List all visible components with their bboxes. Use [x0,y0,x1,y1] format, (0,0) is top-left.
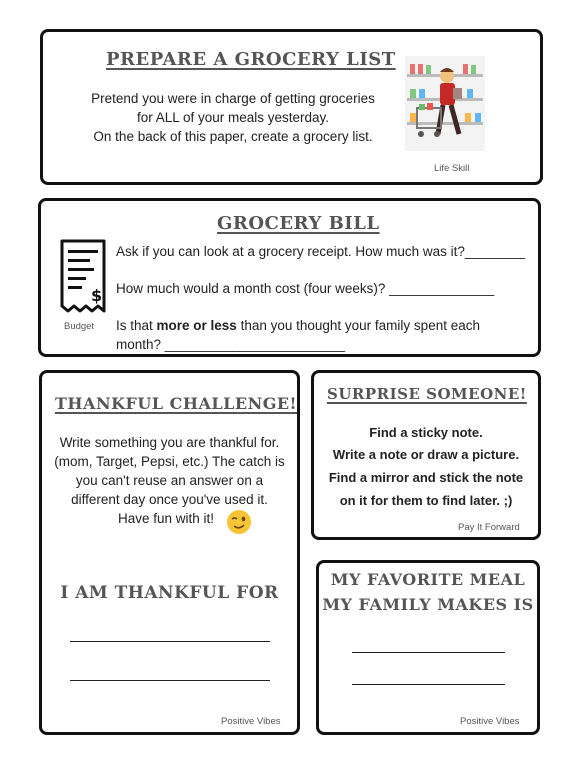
thankful-line-2: (mom, Target, Pepsi, etc.) The catch is [54,454,285,469]
grocery-list-title: PREPARE A GROCERY LIST [106,49,396,70]
favorite-meal-caption: Positive Vibes [460,716,520,727]
surprise-line-3: Find a mirror and stick the note [328,470,524,485]
favorite-meal-answer-line-1[interactable] [352,652,505,653]
receipt-icon [58,239,108,313]
grocery-bill-question-3-line-2: month? ________________________ [116,337,345,352]
thankful-line-3: you can't reuse an answer on a [75,473,264,488]
thankful-caption: Positive Vibes [221,716,281,727]
q3-text-post: than you thought your family spent each [236,318,480,333]
grocery-list-line-2: for ALL of your meals yesterday. [136,110,330,125]
grocery-list-card [40,29,543,185]
surprise-line-2: Write a note or draw a picture. [332,447,520,462]
grocery-list-image-caption: Life Skill [434,163,470,174]
svg-text:$: $ [91,286,103,305]
thankful-card [39,370,300,735]
favorite-meal-card [316,560,540,735]
favorite-meal-title-line-1: MY FAVORITE MEAL [330,570,526,589]
q3-text-pre: Is that [116,318,157,333]
surprise-line-1: Find a sticky note. [369,425,483,440]
q3-emphasis: more or less [156,318,237,333]
thankful-line-1: Write something you are thankful for. [59,435,280,450]
surprise-caption: Pay It Forward [458,522,520,533]
surprise-card [311,370,541,540]
favorite-meal-answer-line-2[interactable] [352,684,505,685]
favorite-meal-title-line-2: MY FAMILY MAKES IS [322,595,534,614]
thankful-answer-line-1[interactable] [70,641,270,642]
grocery-list-line-1: Pretend you were in charge of getting groceries [91,91,375,106]
surprise-title: SURPRISE SOMEONE! [327,385,527,403]
grocery-bill-title: GROCERY BILL [217,213,380,234]
grocery-bill-question-3 [116,316,480,335]
grocery-bill-question-1: Ask if you can look at a grocery receipt. How much was it?________ [116,244,525,259]
thankful-title: THANKFUL CHALLENGE! [55,394,298,413]
grocery-bill-card [38,198,541,357]
winking-face-icon [226,509,252,535]
grocery-list-line-3: On the back of this paper, create a grocery list. [93,129,373,144]
shopper-illustration [405,56,485,151]
thankful-line-5: Have fun with it! [118,511,215,526]
surprise-line-4: on it for them to find later. ;) [339,493,513,508]
thankful-line-4: different day once you've used it. [71,492,268,507]
thankful-answer-line-2[interactable] [70,680,270,681]
thankful-prompt: I AM THANKFUL FOR [60,583,279,603]
budget-caption: Budget [64,321,95,332]
grocery-bill-question-2: How much would a month cost (four weeks)? ______________ [116,281,495,296]
